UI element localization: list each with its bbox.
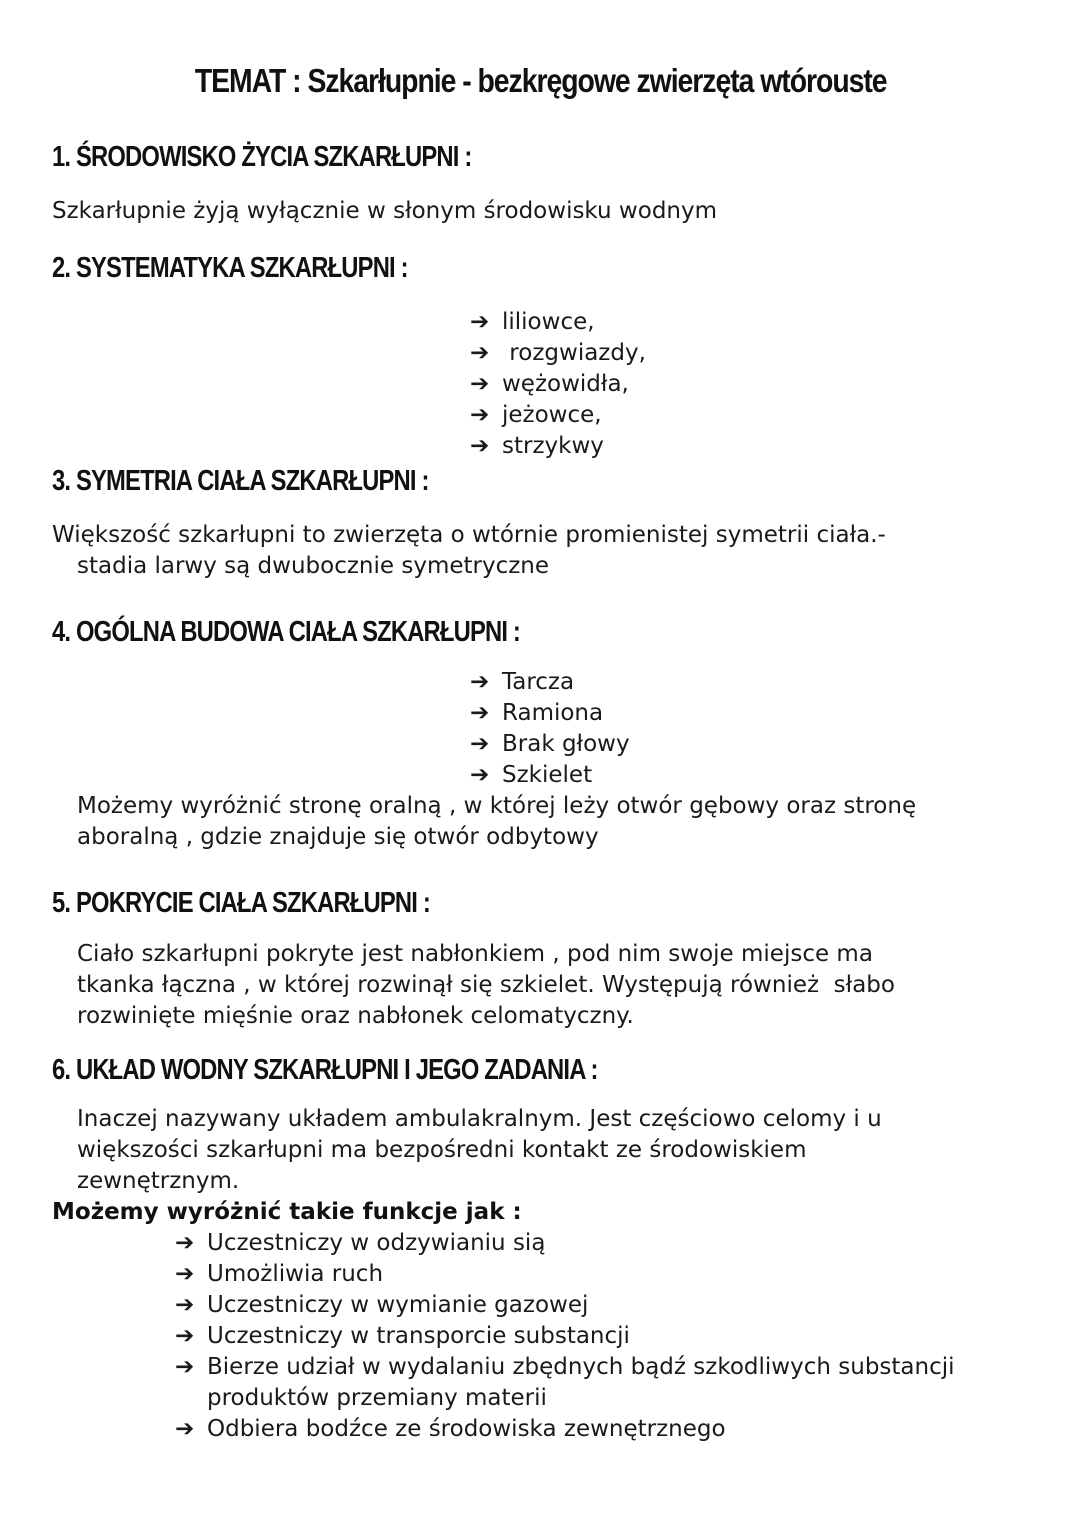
functions-list (175, 1228, 955, 1445)
section-6-heading: 6. UKŁAD WODNY SZKARŁUPNI I JEGO ZADANIA : (52, 1054, 598, 1086)
list-item: ➔ Tarcza (470, 667, 630, 698)
arrow-icon: ➔ (470, 309, 490, 335)
list-item: ➔ Uczestniczy w transporcie substancji (175, 1321, 955, 1352)
text-line: Ciało szkarłupni pokryte jest nabłonkiem , pod nim swoje miejsce ma (77, 941, 873, 967)
functions-label: Możemy wyróżnić takie funkcje jak : (52, 1199, 522, 1225)
text-line: zewnętrznym. (77, 1168, 240, 1194)
arrow-icon: ➔ (470, 433, 490, 459)
list-item: ➔ rozgwiazdy, (470, 338, 646, 369)
list-item: ➔ strzykwy (470, 431, 646, 462)
text-line: stadia larwy są dwubocznie symetryczne (77, 553, 550, 579)
list-item: ➔ Ramiona (470, 698, 630, 729)
list-item: ➔ jeżowce, (470, 400, 646, 431)
section-6-text (77, 1104, 882, 1197)
page-title: TEMAT : Szkarłupnie - bezkręgowe zwierzęta wtórouste (194, 62, 887, 99)
list-item: ➔ wężowidła, (470, 369, 646, 400)
arrow-icon: ➔ (470, 762, 490, 788)
text-line: Inaczej nazywany układem ambulakralnym. Jest częściowo celomy i u (77, 1106, 882, 1132)
arrow-icon: ➔ (175, 1416, 195, 1442)
section-3-text (52, 520, 886, 582)
section-5-heading: 5. POKRYCIE CIAŁA SZKARŁUPNI : (52, 887, 430, 919)
text-line: Możemy wyróżnić stronę oralną , w której leży otwór gębowy oraz stronę (77, 793, 917, 819)
body-structure-list (470, 667, 630, 791)
list-item: ➔ Umożliwia ruch (175, 1259, 955, 1290)
section-3-heading: 3. SYMETRIA CIAŁA SZKARŁUPNI : (52, 465, 429, 497)
text-line: większości szkarłupni ma bezpośredni kontakt ze środowiskiem (77, 1137, 807, 1163)
arrow-icon: ➔ (175, 1323, 195, 1349)
text-line: aboralną , gdzie znajduje się otwór odbytowy (77, 824, 599, 850)
arrow-icon: ➔ (175, 1292, 195, 1318)
section-4-heading: 4. OGÓLNA BUDOWA CIAŁA SZKARŁUPNI : (52, 616, 521, 648)
section-1-heading: 1. ŚRODOWISKO ŻYCIA SZKARŁUPNI : (52, 141, 472, 173)
list-item: ➔ Uczestniczy w wymianie gazowej (175, 1290, 955, 1321)
list-item-continuation: produktów przemiany materii (207, 1385, 547, 1411)
list-item: ➔ Bierze udział w wydalaniu zbędnych bądź szkodliwych substancji produktów przemiany materii (175, 1354, 955, 1411)
list-item: ➔ Szkielet (470, 760, 630, 791)
arrow-icon: ➔ (470, 371, 490, 397)
text-line: Większość szkarłupni to zwierzęta o wtórnie promienistej symetrii ciała.- (52, 522, 886, 548)
list-item: ➔ Odbiera bodźce ze środowiska zewnętrznego (175, 1414, 955, 1445)
section-4-text (77, 791, 916, 853)
arrow-icon: ➔ (175, 1261, 195, 1287)
text-line: Szkarłupnie żyją wyłącznie w słonym środowisku wodnym (52, 198, 718, 224)
arrow-icon: ➔ (470, 340, 490, 366)
text-line: rozwinięte mięśnie oraz nabłonek celomatyczny. (77, 1003, 634, 1029)
arrow-icon: ➔ (470, 700, 490, 726)
arrow-icon: ➔ (470, 402, 490, 428)
systematics-list (470, 307, 646, 462)
arrow-icon: ➔ (470, 669, 490, 695)
arrow-icon: ➔ (175, 1230, 195, 1256)
section-2-heading: 2. SYSTEMATYKA SZKARŁUPNI : (52, 252, 408, 284)
list-item: ➔ liliowce, (470, 307, 646, 338)
list-item: ➔ Brak głowy (470, 729, 630, 760)
section-1-text (52, 196, 717, 227)
text-line: tkanka łączna , w której rozwinął się szkielet. Występują również słabo (77, 972, 895, 998)
arrow-icon: ➔ (175, 1354, 195, 1380)
arrow-icon: ➔ (470, 731, 490, 757)
section-5-text (77, 939, 895, 1032)
list-item: ➔ Uczestniczy w odzywianiu sią (175, 1228, 955, 1259)
